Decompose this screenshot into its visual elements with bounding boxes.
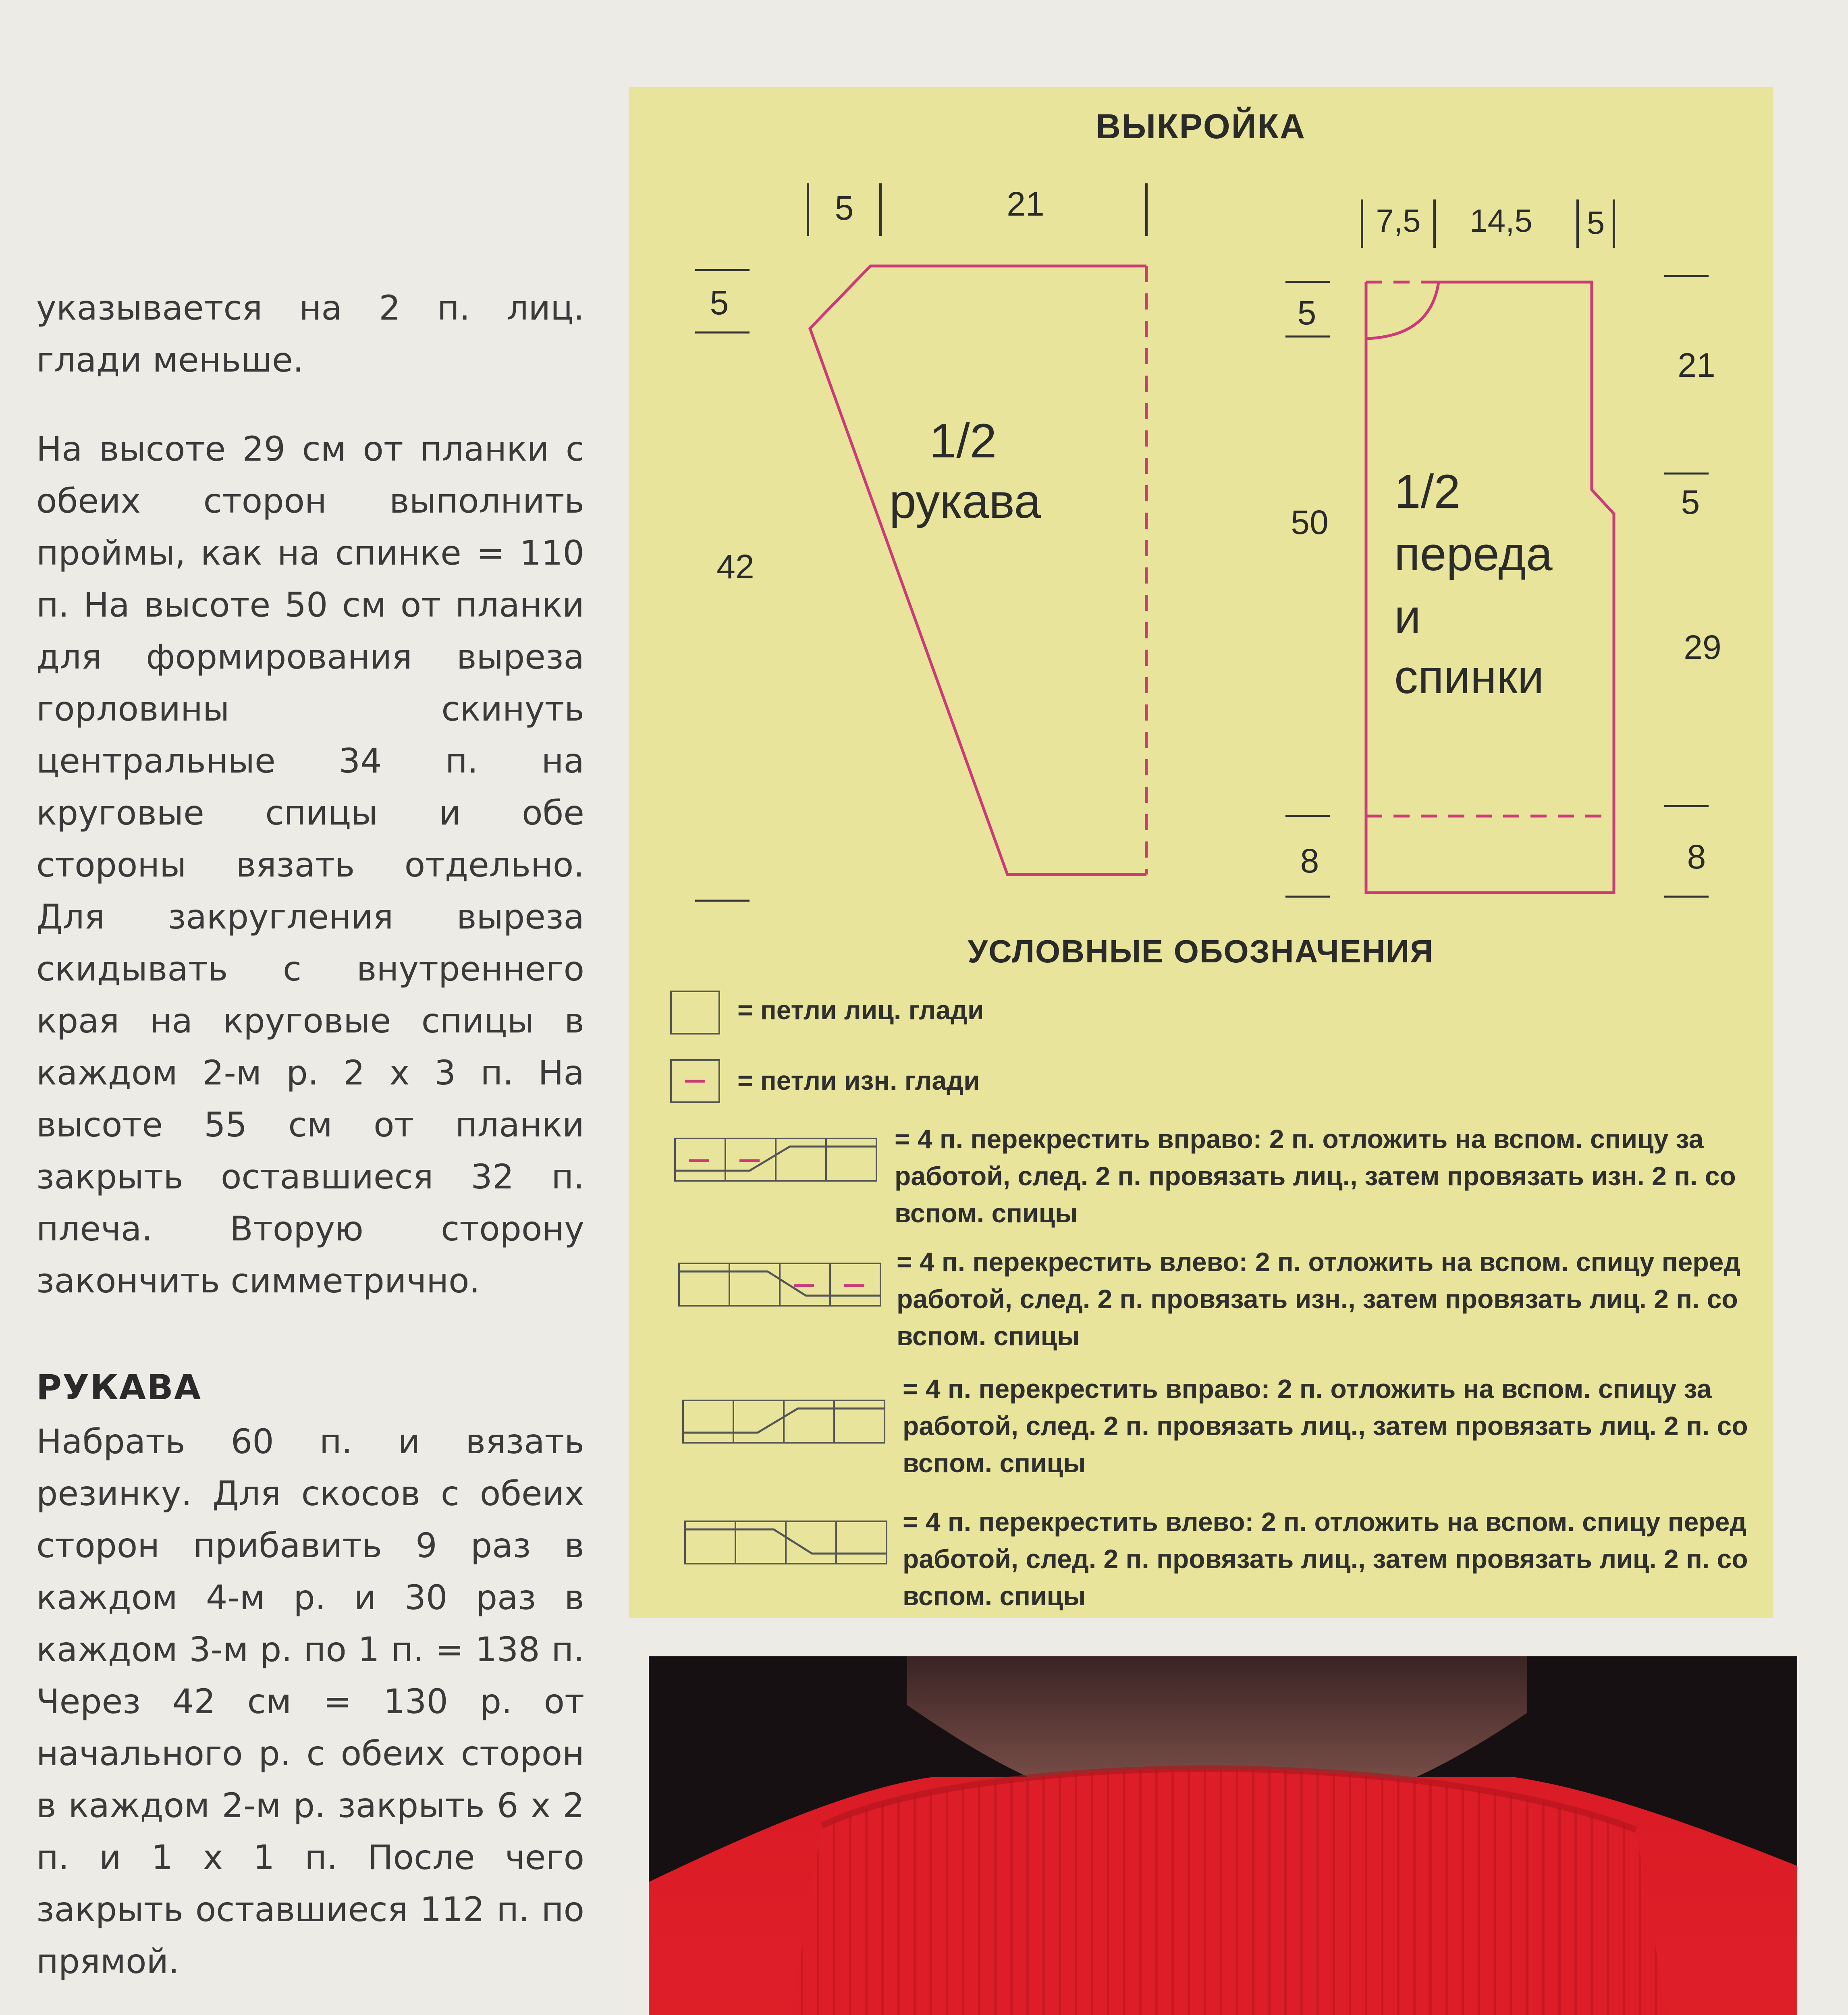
article-paragraph-2: На высоте 29 см от планки с обеих сторон выполнить проймы, как на спинке = 110 п. На высоте 50 см от планки для формирования выреза горловины скинуть центральные 34 п. на круговые спицы и обе стороны вязать отдельно. Для закругления выреза скидывать с внутреннего края на круговые спицы в каждом 2-м р. 2 х 3 п. На высоте 55 см от планки закрыть оставшиеся 32 п. плеча. Вторую сторону закончить симметрично. (36, 429, 584, 1300)
sleeve-label-fraction: 1/2 (929, 414, 997, 468)
article-paragraph-1: указывается на 2 п. лиц. глади меньше. (36, 288, 584, 380)
sleeve-dim-left-top: 5 (710, 284, 729, 322)
body-dim-top-2: 14,5 (1470, 203, 1532, 239)
cable-right-purl-icon (675, 1138, 876, 1181)
body-label-fraction: 1/2 (1394, 465, 1461, 518)
knit-stitch-icon (671, 991, 719, 1034)
pattern-panel (629, 87, 1773, 1618)
article-column (36, 282, 584, 2015)
body-label-front: переда (1394, 528, 1553, 581)
sleeves-heading: РУКАВА (36, 1367, 202, 1408)
body-dim-left-mid: 50 (1291, 503, 1329, 541)
sleeve-pattern (695, 183, 1146, 901)
legend-item-cable-left-knit: = 4 п. перекрестить влево: 2 п. отложить на вспом. спицу перед работой, след. 2 п. провязать лиц., затем провязать лиц. 2 п. со вспом. спицы (903, 1507, 1748, 1611)
sweater-photo (649, 1656, 1797, 2015)
body-dim-top-1: 7,5 (1376, 203, 1421, 239)
legend-item-knit: = петли лиц. глади (737, 995, 984, 1025)
legend-item-cable-left-purl: = 4 п. перекрестить влево: 2 п. отложить на вспом. спицу перед работой, след. 2 п. провязать изн., затем провязать лиц. 2 п. со вспом. спицы (897, 1247, 1741, 1351)
cable-left-purl-icon (679, 1263, 880, 1306)
cable-left-knit-icon (685, 1521, 887, 1564)
legend-item-cable-right-purl: = 4 п. перекрестить вправо: 2 п. отложить на вспом. спицу за работой, след. 2 п. провязать лиц., затем провязать изн. 2 п. со вспом. спицы (895, 1124, 1736, 1228)
body-dim-right-1: 21 (1678, 346, 1715, 384)
legend-item-purl: = петли изн. глади (737, 1066, 980, 1095)
sweater-photo-art (649, 1656, 1797, 2015)
sleeve-label-name: рукава (889, 474, 1041, 528)
legend-title: УСЛОВНЫЕ ОБОЗНАЧЕНИЯ (968, 933, 1434, 969)
body-label-back: спинки (1394, 650, 1544, 704)
body-dim-right-2: 5 (1681, 483, 1700, 521)
sleeves-paragraph: Набрать 60 п. и вязать резинку. Для скосов с обеих сторон прибавить 9 раз в каждом 4-м р. и 30 раз в каждом 3-м р. по 1 п. = 138 п. Через 42 см = 130 р. от начального р. с обеих сторон в каждом 2-м р. закрыть 6 х 2 п. и 1 х 1 п. После чего закрыть оставшиеся 112 п. по прямой. (36, 1422, 584, 1981)
sleeve-dim-left-height: 42 (716, 548, 754, 586)
body-dim-right-4: 8 (1687, 838, 1706, 876)
cable-right-knit-icon (683, 1400, 885, 1443)
sleeve-dim-top-1: 5 (835, 189, 854, 227)
legend-item-cable-right-knit: = 4 п. перекрестить вправо: 2 п. отложить на вспом. спицу за работой, след. 2 п. провязать лиц., затем провязать лиц. 2 п. со вспом. спицы (903, 1374, 1748, 1478)
sleeve-dim-top-2: 21 (1007, 185, 1044, 223)
pattern-title: ВЫКРОЙКА (1095, 107, 1306, 146)
body-label-and: и (1394, 590, 1421, 643)
body-dim-right-3: 29 (1684, 628, 1721, 666)
body-dim-left-top: 5 (1297, 294, 1316, 332)
purl-stitch-icon (671, 1060, 719, 1102)
body-dim-left-bottom: 8 (1300, 842, 1319, 880)
body-pattern (1285, 199, 1721, 897)
body-dim-top-3: 5 (1586, 205, 1605, 241)
